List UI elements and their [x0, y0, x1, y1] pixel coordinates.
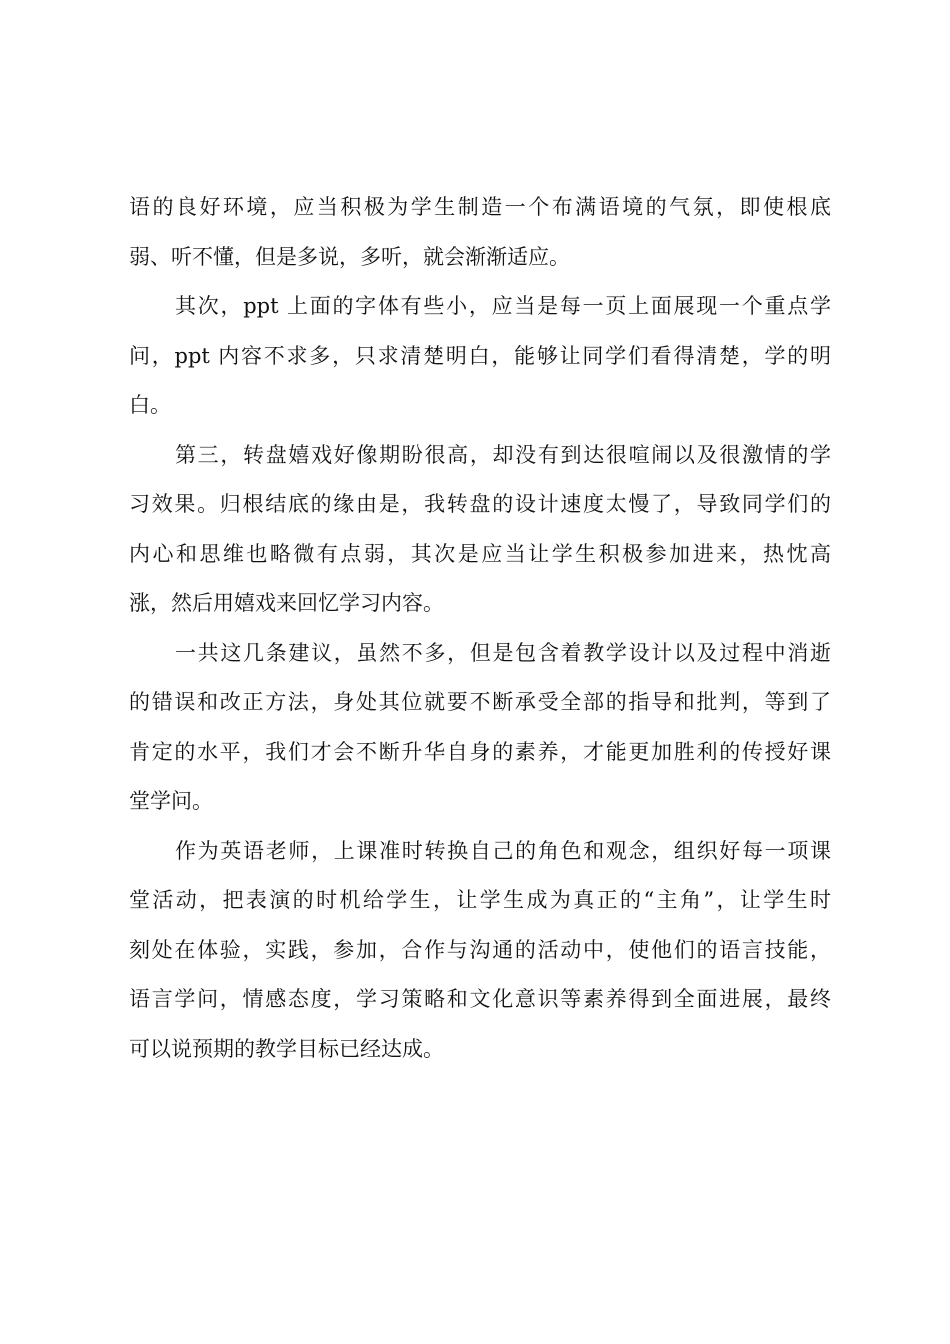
paragraph-1 [129, 183, 831, 282]
paragraph-3 [129, 431, 831, 629]
text-line: 语的良好环境，应当积极为学生制造一个布满语境的气氛，即使根底 [129, 195, 831, 219]
text-line: 肯定的水平，我们才会不断升华自身的素养，才能更加胜利的传授好课 [129, 739, 831, 764]
text-line: 习效果。归根结底的缘由是，我转盘的设计速度太慢了，导致同学们的 [129, 492, 831, 516]
text-line: 语言学问，情感态度，学习策略和文化意识等素养得到全面进展，最终 [129, 987, 831, 1011]
paragraph-4 [129, 629, 831, 827]
document-body [129, 183, 831, 1074]
paragraph-5 [129, 827, 831, 1075]
text-line: 堂活动，把表演的时机给学生，让学生成为真正的“主角”，让学生时 [129, 888, 831, 912]
paragraph-2 [129, 282, 831, 431]
text-line: 第三，转盘嬉戏好像期盼很高，却没有到达很喧闹以及很激情的学 [175, 442, 831, 467]
text-line: 作为英语老师，上课准时转换自己的角色和观念，组织好每一项课 [175, 838, 831, 863]
text-line: 其次，ppt 上面的字体有些小，应当是每一页上面展现一个重点学 [175, 294, 831, 318]
text-line: 堂学问。 [129, 789, 213, 813]
text-line: 可以说预期的教学目标已经达成。 [129, 1036, 444, 1061]
text-line: 的错误和改正方法，身处其位就要不断承受全部的指导和批判，等到了 [129, 690, 831, 714]
text-line: 弱、听不懂，但是多说，多听，就会渐渐适应。 [129, 244, 570, 269]
text-line: 问，ppt 内容不求多，只求清楚明白，能够让同学们看得清楚，学的明 [129, 343, 831, 368]
text-line: 一共这几条建议，虽然不多，但是包含着教学设计以及过程中消逝 [175, 640, 831, 665]
text-line: 白。 [129, 393, 171, 417]
text-line: 刻处在体验，实践，参加，合作与沟通的活动中，使他们的语言技能， [129, 937, 831, 962]
text-line: 涨，然后用嬉戏来回忆学习内容。 [129, 591, 444, 615]
text-line: 内心和思维也略微有点弱，其次是应当让学生积极参加进来，热忱高 [129, 541, 831, 566]
